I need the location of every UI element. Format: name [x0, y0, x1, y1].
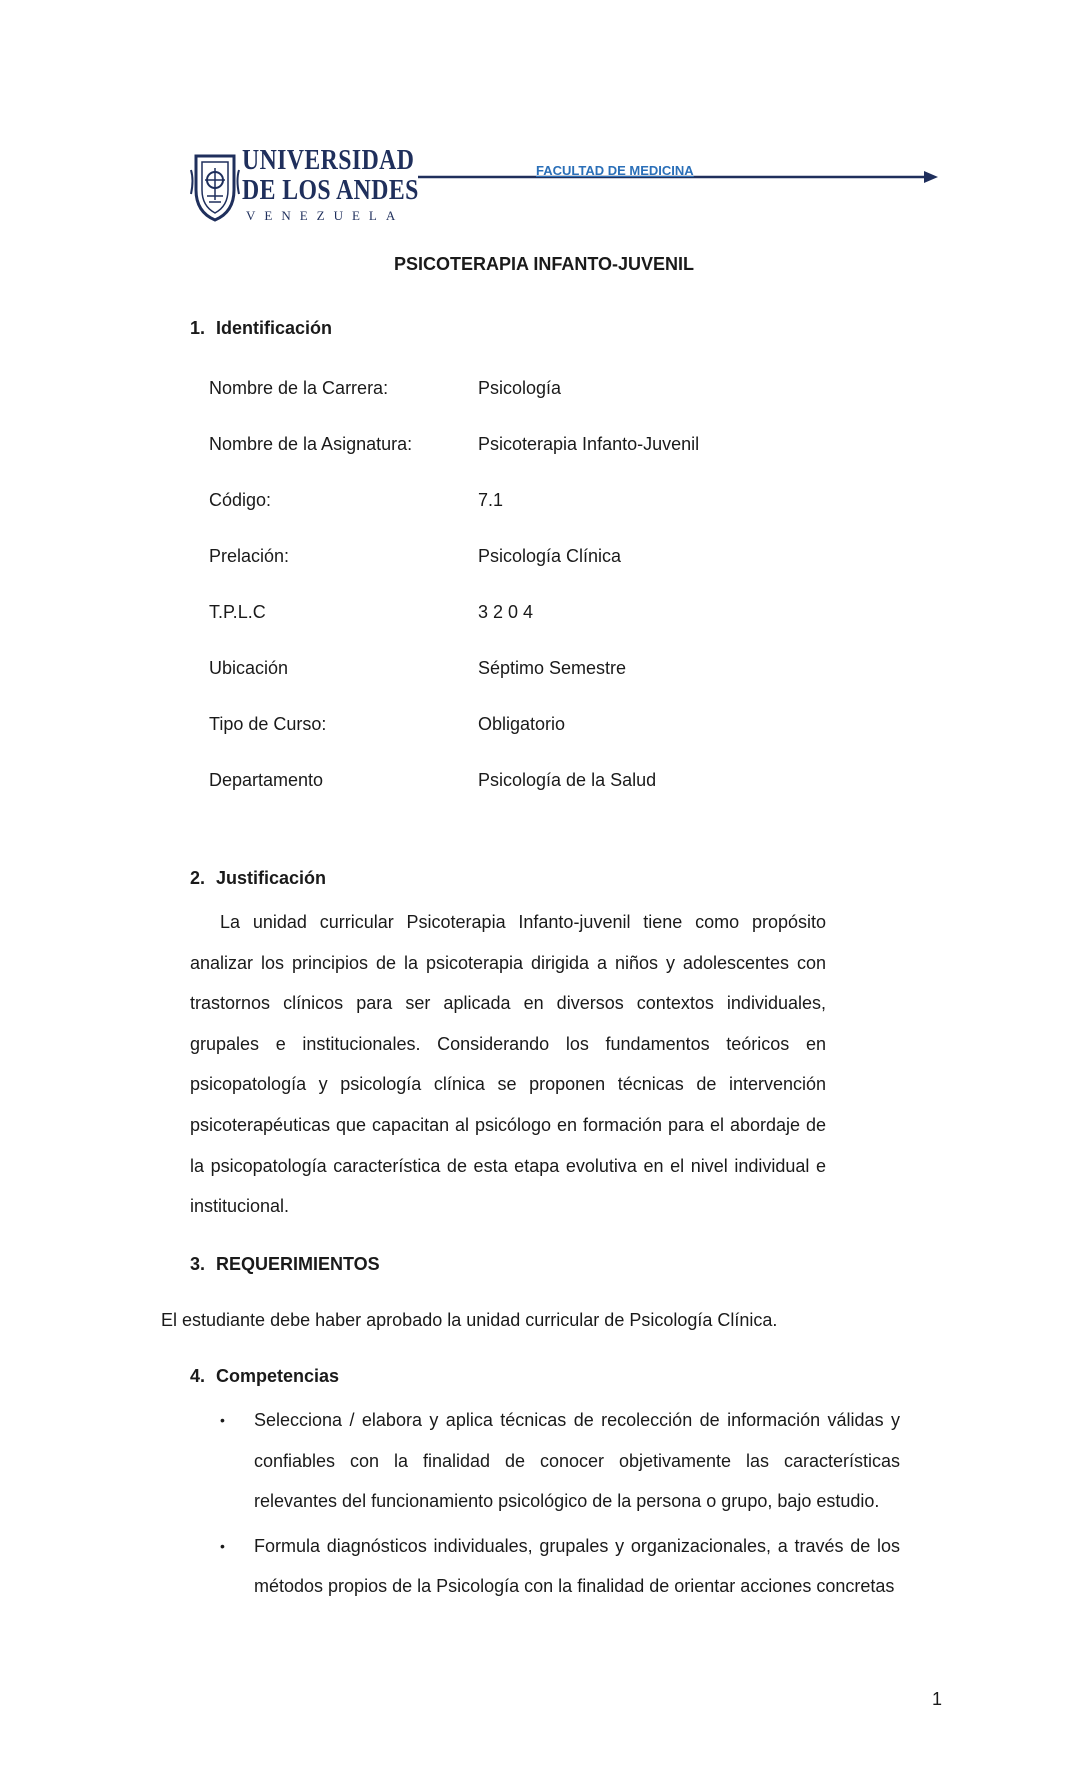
section-title: REQUERIMIENTOS: [216, 1254, 380, 1274]
logo-line-2: DE LOS ANDES: [242, 174, 419, 206]
field-value-asignatura: Psicoterapia Infanto-Juvenil: [478, 434, 700, 454]
competencia-text: Selecciona / elabora y aplica técnicas de recolección de información válidas y confiables con la finalidad de conocer objetivamente las características relevantes del funcionamiento psicológico de la persona o grupo, bajo estudio.: [254, 1410, 900, 1512]
list-item: [220, 1400, 900, 1522]
field-value-prelacion: Psicología Clínica: [478, 546, 622, 566]
field-value-departamento: Psicología de la Salud: [478, 770, 657, 790]
field-label-tipo-curso: Tipo de Curso:: [209, 714, 327, 734]
field-value-tplc: 3 2 0 4: [478, 602, 534, 622]
page-number: 1: [932, 1689, 943, 1709]
requerimientos-text: El estudiante debe haber aprobado la unidad curricular de Psicología Clínica.: [161, 1310, 778, 1330]
section-title: Identificación: [216, 318, 333, 338]
field-label-asignatura: Nombre de la Asignatura:: [209, 434, 413, 454]
bullet-icon: •: [220, 1537, 225, 1554]
list-item: [220, 1526, 900, 1607]
field-label-prelacion: Prelación:: [209, 546, 290, 566]
field-value-tipo-curso: Obligatorio: [478, 714, 566, 734]
field-label-tplc: T.P.L.C: [209, 602, 266, 622]
faculty-link[interactable]: FACULTAD DE MEDICINA: [536, 163, 694, 178]
field-value-ubicacion: Séptimo Semestre: [478, 658, 627, 678]
field-value-carrera: Psicología: [478, 378, 562, 398]
section-number: 2.: [190, 868, 206, 888]
competencias-list: [220, 1400, 900, 1607]
section-requerimientos-heading: [190, 1254, 380, 1275]
section-number: 3.: [190, 1254, 206, 1274]
section-number: 4.: [190, 1366, 206, 1386]
field-value-codigo: 7.1: [478, 490, 504, 510]
section-identificacion-heading: [190, 318, 332, 339]
document-title: PSICOTERAPIA INFANTO-JUVENIL: [393, 254, 695, 274]
section-title: Justificación: [216, 868, 327, 888]
field-label-codigo: Código:: [209, 490, 272, 510]
field-label-ubicacion: Ubicación: [209, 658, 289, 678]
section-number: 1.: [190, 318, 206, 338]
bullet-icon: •: [220, 1412, 225, 1428]
section-justificacion-heading: [190, 868, 326, 889]
section-competencias-heading: [190, 1366, 339, 1387]
logo-line-1: UNIVERSIDAD: [242, 144, 415, 176]
logo-line-3: VENEZUELA: [246, 208, 405, 223]
university-logo: [190, 144, 419, 224]
field-label-departamento: Departamento: [209, 770, 324, 790]
justificacion-paragraph: La unidad curricular Psicoterapia Infanto-juvenil tiene como propósito analizar los principios de la psicoterapia dirigida a niños y adolescentes con trastornos clínicos para ser aplicada en diversos contextos individuales, grupales e institucionales. Considerando los fundamentos teóricos en psicopatología y psicología clínica se proponen técnicas de intervención psicoterapéuticas que capacitan al psicólogo en formación para el abordaje de la psicopatología característica de esta etapa evolutiva en el nivel individual e institucional.: [190, 912, 826, 1217]
university-crest-icon: [190, 150, 240, 222]
field-label-carrera: Nombre de la Carrera:: [209, 378, 389, 398]
section-title: Competencias: [216, 1366, 340, 1386]
competencia-text: Formula diagnósticos individuales, grupales y organizacionales, a través de los métodos propios de la Psicología con la finalidad de orientar acciones concretas: [254, 1535, 900, 1597]
